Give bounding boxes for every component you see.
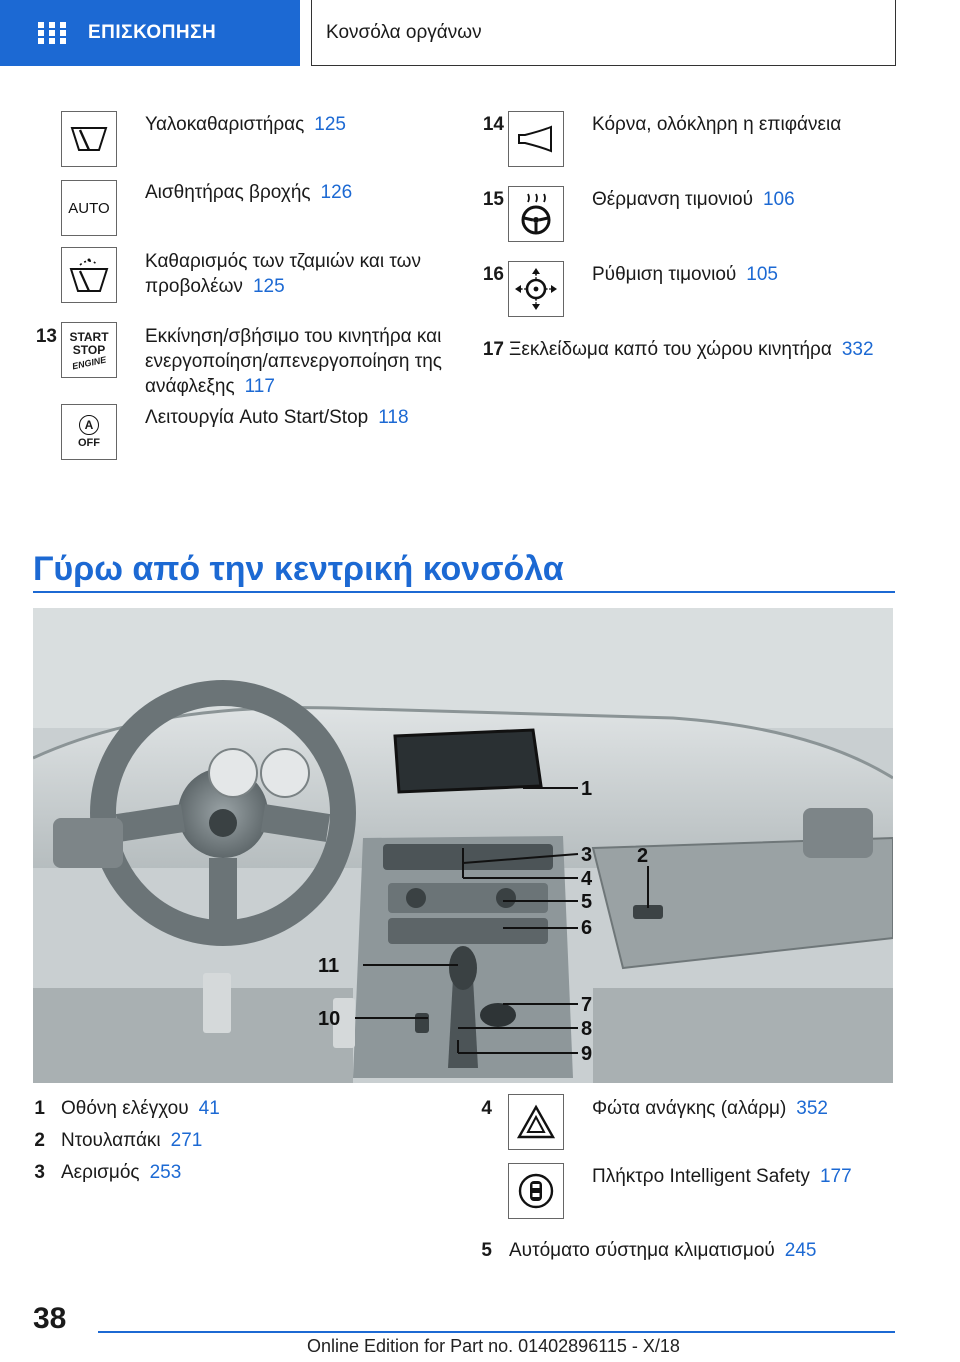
list-item: Αερισμός 253 [61,1162,182,1183]
item-number: 1 [34,1098,45,1119]
list-item: Φώτα ανάγκης (αλάρμ) 352 [592,1098,828,1119]
auto-start-stop-off-icon: A OFF [61,404,117,460]
callout-8: 8 [581,1018,593,1040]
list-item: Ρύθμιση τιμονιού 105 [592,264,778,285]
list-item: Ντουλαπάκι 271 [61,1130,203,1151]
callout-5: 5 [581,891,593,913]
footer-text[interactable]: Online Edition for Part no. 01402896115 - X/18 [307,1336,680,1356]
page-link[interactable]: 253 [149,1162,182,1183]
list-item: Αισθητήρας βροχής 126 [145,182,353,203]
dashboard-photo [33,608,893,1083]
auto-rain-sensor-icon: AUTO [61,180,117,236]
callout-9: 9 [581,1043,593,1065]
callout-11: 11 [318,955,340,977]
section-heading: Γύρω από την κεντρική κονσόλα [33,550,564,588]
steering-adjust-icon [508,261,564,317]
callout-3: 3 [581,844,593,866]
page-link[interactable]: 352 [796,1098,828,1119]
callout-10: 10 [318,1008,341,1030]
list-item: Εκκίνηση/σβήσιμο του κινητήρα και ενεργοποίηση/απενεργοποίηση της ανάφλεξης 117 [145,326,442,397]
list-item: Οθόνη ελέγχου 41 [61,1098,220,1119]
section-title: ΕΠΙΣΚΟΠΗΣΗ [88,22,217,43]
item-number: 13 [35,326,57,347]
section-tab[interactable] [0,0,300,66]
page-link[interactable]: 271 [170,1130,203,1151]
item-number: 3 [34,1162,45,1183]
list-item: Κόρνα, ολόκληρη η επιφάνεια [592,114,842,135]
heading-rule [33,591,895,593]
item-number: 14 [482,114,504,135]
page-link[interactable]: 177 [819,1166,852,1187]
item-number: 2 [34,1130,45,1151]
callout-4: 4 [581,868,593,890]
list-item: Υαλοκαθαριστήρας 125 [145,114,346,135]
chapter-title: Κονσόλα οργάνων [326,21,482,43]
intelligent-safety-icon [508,1163,564,1219]
callout-7: 7 [581,994,593,1016]
horn-icon [508,111,564,167]
start-stop-icon: START STOP ENGINE [61,322,117,378]
list-item: Πλήκτρο Intelligent Safety 177 [592,1166,852,1187]
washer-icon [61,247,117,303]
steering-heating-icon [508,186,564,242]
item-number: 15 [482,189,504,210]
callout-1: 1 [581,778,593,800]
item-number: 4 [481,1098,492,1119]
callout-2: 2 [637,845,649,867]
footer-rule [98,1331,895,1333]
list-item: Καθαρισμός των τζαμιών και των προβολέων 125 [145,251,421,297]
chapter-box [311,0,896,66]
page-link[interactable]: 126 [320,182,353,203]
wiper-icon [61,111,117,167]
item-number: 17 [482,339,504,360]
list-item: Θέρμανση τιμονιού 106 [592,189,795,210]
page-header [0,0,960,66]
page-link[interactable]: 117 [244,376,275,397]
list-item: Ξεκλείδωμα καπό του χώρου κινητήρα 332 [509,339,874,360]
hazard-icon [508,1094,564,1150]
page-link[interactable]: 125 [252,276,285,297]
grid-menu-icon[interactable] [38,22,66,44]
page-link[interactable]: 106 [762,189,795,210]
page-link[interactable]: 41 [198,1098,220,1119]
page-link[interactable]: 118 [378,407,409,428]
page-link[interactable]: 245 [784,1240,817,1261]
item-number: 5 [481,1240,492,1261]
item-number: 16 [482,264,504,285]
list-item: Λειτουργία Auto Start/Stop 118 [145,407,409,428]
page-link[interactable]: 125 [314,114,346,135]
list-item: Αυτόματο σύστημα κλιματισμού 245 [509,1240,817,1261]
page-link[interactable]: 332 [841,339,874,360]
page-number: 38 [33,1302,67,1335]
page-link[interactable]: 105 [746,264,778,285]
callout-6: 6 [581,917,593,939]
